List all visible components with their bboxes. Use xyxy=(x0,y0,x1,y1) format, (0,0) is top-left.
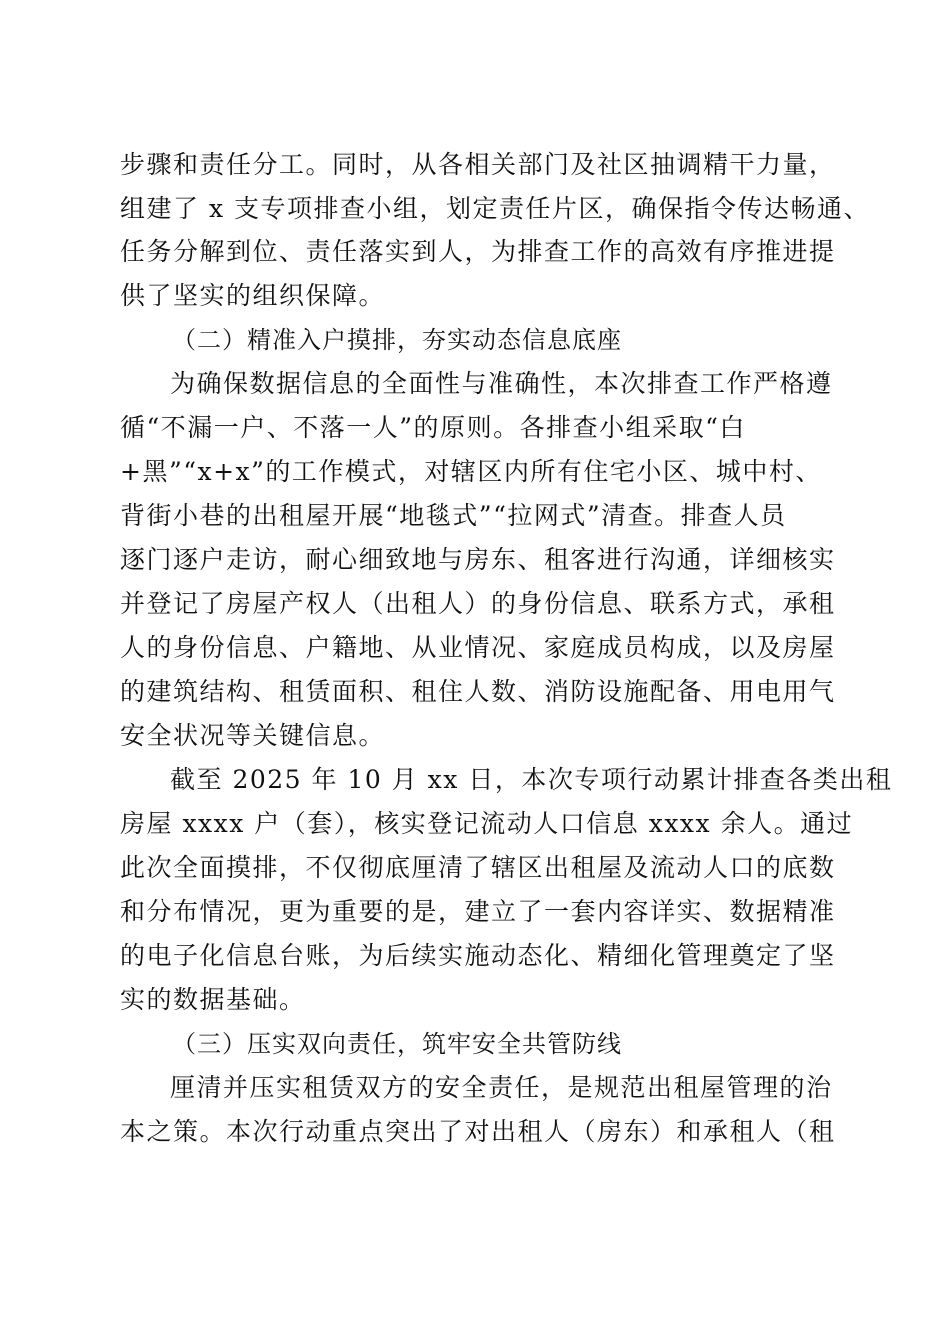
paragraph-line: 的建筑结构、租赁面积、租住人数、消防设施配备、用电用气 xyxy=(120,677,836,706)
paragraph-line: 逐门逐户走访，耐心细致地与房东、租客进行沟通，详细核实 xyxy=(120,545,836,574)
paragraph-line: 组建了 x 支专项排查小组，划定责任片区，确保指令传达畅通、 xyxy=(120,194,870,223)
paragraph-line: 供了坚实的组织保障。 xyxy=(120,281,386,310)
paragraph-line: 循“不漏一户、不落一人”的原则。各排查小组采取“白 xyxy=(120,413,746,442)
paragraph-line: 此次全面摸排，不仅彻底厘清了辖区出租屋及流动人口的底数 xyxy=(120,853,836,882)
paragraph-line: 的电子化信息台账，为后续实施动态化、精细化管理奠定了坚 xyxy=(120,941,836,970)
paragraph-line: 任务分解到位、责任落实到人，为排查工作的高效有序推进提 xyxy=(120,237,836,266)
paragraph-line: +黑”“x+x”的工作模式，对辖区内所有住宅小区、城中村、 xyxy=(120,457,822,486)
paragraph-line: 并登记了房屋产权人（出租人）的身份信息、联系方式，承租 xyxy=(120,589,836,618)
paragraph-line: 本之策。本次行动重点突出了对出租人（房东）和承租人（租 xyxy=(120,1117,836,1146)
section-heading-2: （二）精准入户摸排，夯实动态信息底座 xyxy=(172,326,622,354)
paragraph-line: 和分布情况，更为重要的是，建立了一套内容详实、数据精准 xyxy=(120,897,836,926)
paragraph-line: 截至 2025 年 10 月 xx 日，本次专项行动累计排查各类出租 xyxy=(170,765,893,794)
paragraph-line: 人的身份信息、户籍地、从业情况、家庭成员构成，以及房屋 xyxy=(120,633,836,662)
paragraph-line: 步骤和责任分工。同时，从各相关部门及社区抽调精干力量， xyxy=(120,150,836,179)
paragraph-line: 实的数据基础。 xyxy=(120,985,306,1014)
paragraph-line: 安全状况等关键信息。 xyxy=(120,721,386,750)
paragraph-line: 厘清并压实租赁双方的安全责任，是规范出租屋管理的治 xyxy=(170,1073,833,1102)
section-heading-3: （三）压实双向责任，筑牢安全共管防线 xyxy=(172,1030,622,1058)
paragraph-line: 房屋 xxxx 户（套），核实登记流动人口信息 xxxx 余人。通过 xyxy=(120,809,854,838)
paragraph-line: 背街小巷的出租屋开展“地毯式”“拉网式”清查。排查人员 xyxy=(120,501,787,530)
paragraph-line: 为确保数据信息的全面性与准确性，本次排查工作严格遵 xyxy=(170,369,833,398)
